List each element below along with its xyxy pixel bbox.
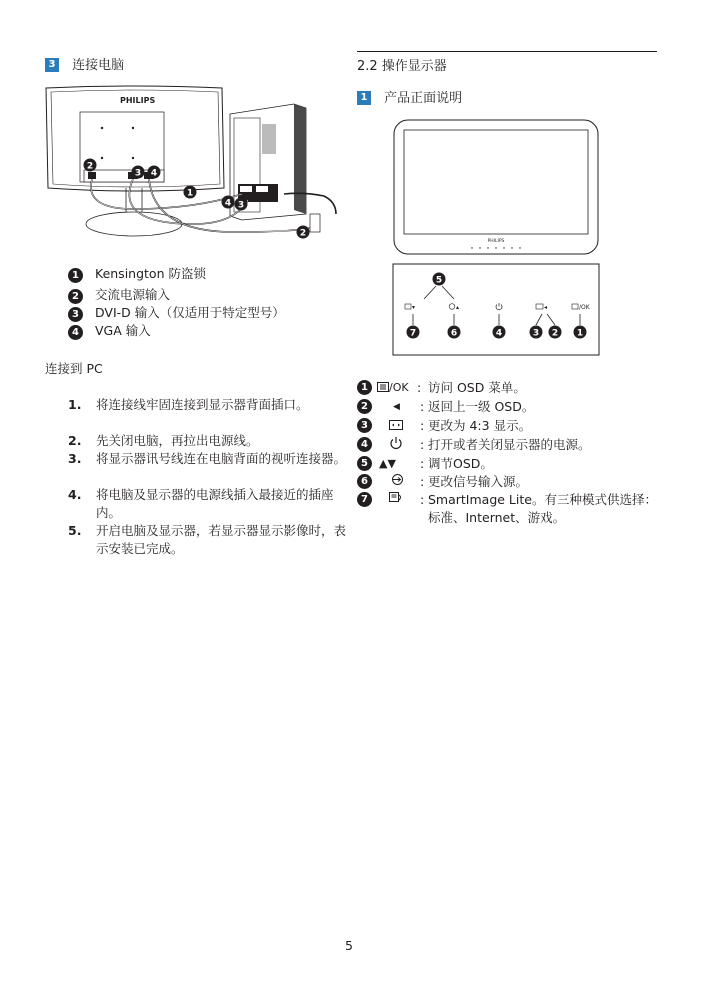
legend-number: 1 (68, 268, 83, 283)
step-text: 将电脑及显示器的电源线插入最接近的插座内。 (96, 487, 334, 520)
button-up-label: ▴ (456, 304, 460, 311)
svg-text:2: 2 (551, 328, 559, 339)
connection-diagram (44, 84, 344, 246)
control-colon: : (420, 492, 425, 507)
svg-text:3: 3 (237, 200, 245, 211)
legend-item-dvi (68, 304, 285, 322)
step-text: 将显示器讯号线连在电脑背面的视听连接器。 (96, 451, 347, 466)
input-source-icon (391, 473, 431, 491)
control-number: 6 (357, 474, 372, 489)
svg-text:3: 3 (532, 328, 540, 339)
chapter-heading: 2.2 操作显示器 (357, 59, 447, 74)
control-number: 4 (357, 437, 372, 452)
button-ok-label: /OK (579, 304, 590, 311)
legend-number: 4 (68, 325, 83, 340)
svg-text:5: 5 (435, 275, 443, 286)
control-colon: : (420, 456, 425, 471)
control-text: 打开或者关闭显示器的电源。 (428, 437, 591, 452)
section-title: 连接电脑 (72, 58, 125, 73)
step-number: 5. (68, 523, 82, 538)
back-arrow-icon: ◀ (393, 402, 400, 412)
control-colon: : (420, 399, 425, 414)
legend-item-vga (68, 322, 151, 340)
svg-text:2: 2 (86, 161, 94, 172)
section-heading-front (357, 87, 462, 106)
control-text: 返回上一级 OSD。 (428, 399, 535, 414)
button-back-label: ◂ (544, 304, 548, 311)
svg-text:3: 3 (134, 168, 142, 179)
svg-text:4: 4 (224, 198, 232, 209)
step-text: 开启电脑及显示器，若显示器显示影像时，表示安装已完成。 (96, 523, 347, 556)
control-colon: : (417, 380, 422, 395)
step-text: 将连接线牢固连接到显示器背面插口。 (96, 397, 309, 412)
svg-text:1: 1 (186, 188, 194, 199)
page-number: 5 (345, 938, 353, 953)
step-text: 先关闭电脑，再拉出电源线。 (96, 433, 259, 448)
control-number: 5 (357, 456, 372, 471)
control-number: 2 (357, 399, 372, 414)
menu-ok-icon: /OK (377, 379, 417, 397)
control-text: 访问 OSD 菜单。 (428, 380, 526, 395)
up-down-arrows-icon: ▲▼ (379, 457, 396, 470)
button-down-label: ▾ (412, 304, 416, 311)
legend-item-ac-power (68, 286, 170, 304)
control-number: 1 (357, 380, 372, 395)
legend-text: VGA 输入 (95, 323, 151, 338)
section-title: 产品正面说明 (384, 91, 463, 106)
control-colon: : (420, 474, 425, 489)
svg-text:6: 6 (450, 328, 458, 339)
legend-number: 3 (68, 307, 83, 322)
section-number-badge: 3 (45, 58, 59, 72)
svg-text:7: 7 (409, 328, 417, 339)
control-number: 3 (357, 418, 372, 433)
control-text: 调节OSD。 (428, 456, 493, 471)
step-number: 3. (68, 451, 82, 466)
svg-text:4: 4 (150, 168, 158, 179)
svg-text:2: 2 (299, 228, 307, 239)
legend-item-kensington (68, 265, 206, 283)
chapter-rule (357, 51, 657, 52)
control-number: 7 (357, 492, 372, 507)
control-text: 更改信号输入源。 (428, 474, 529, 489)
step-number: 2. (68, 433, 82, 448)
legend-text: DVI-D 输入（仅适用于特定型号） (95, 305, 285, 320)
control-text: SmartImage Lite。有三种模式供选择：标准、Internet、游戏。 (428, 492, 657, 525)
control-colon: : (420, 418, 425, 433)
svg-text:1: 1 (576, 328, 584, 339)
section-number-badge: 1 (357, 91, 371, 105)
monitor-front-illustration (392, 118, 600, 258)
control-text: 更改为 4:3 显示。 (428, 418, 532, 433)
monitor-back-brand: PHILIPS (120, 96, 156, 105)
control-colon: : (420, 437, 425, 452)
svg-text:4: 4 (495, 328, 503, 339)
step-number: 4. (68, 487, 82, 502)
front-button-panel (392, 263, 600, 356)
monitor-front-brand: PHILIPS (487, 239, 505, 244)
legend-text: Kensington 防盗锁 (95, 266, 206, 281)
legend-text: 交流电源输入 (95, 287, 171, 302)
legend-number: 2 (68, 289, 83, 304)
connect-pc-heading: 连接到 PC (45, 361, 103, 376)
step-number: 1. (68, 397, 82, 412)
section-heading-connect (45, 54, 124, 73)
